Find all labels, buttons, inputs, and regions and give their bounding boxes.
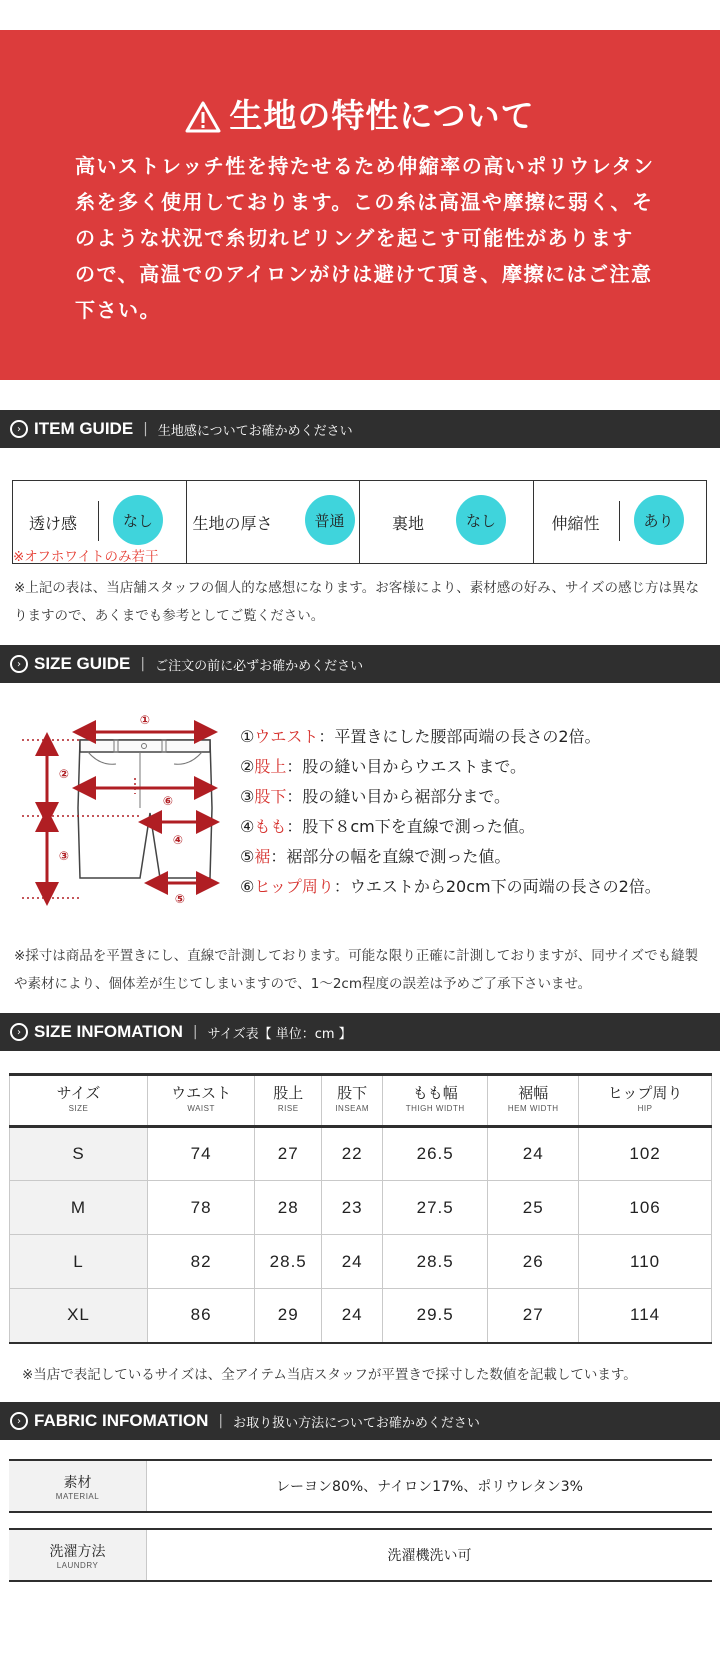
fabric-row-material: 素材 MATERIAL レーヨン80%、ナイロン17%、ポリウレタン3% <box>9 1459 712 1513</box>
item-guide-cell-thickness: 生地の厚さ 普通 <box>187 481 361 563</box>
chevron-right-icon: › <box>10 420 28 438</box>
item-guide-table <box>12 480 707 564</box>
item-guide-note: ※上記の表は、当店舗スタッフの個人的な感想になります。お客様により、素材感の好み、サイズの感じ方は異なりますので、あくまでも参考としてご覧ください。 <box>14 580 699 624</box>
diagram-label-5: ⑤ <box>174 892 186 906</box>
column-header-inseam: 股下 INSEAM <box>322 1075 383 1127</box>
size-guide-item: ④もも：股下８cm下を直線で測った値。 <box>240 817 535 836</box>
size-info-note: ※当店で表記しているサイズは、全アイテム当店スタッフが平置きで採寸した数値を記載しています。 <box>22 1367 637 1383</box>
warning-body: 高いストレッチ性を持たせるため伸縮率の高いポリウレタン糸を多く使用しております。この糸は高温や摩擦に弱く、そのような状況で糸切れピリングを起こす可能性がありますので、高温でのアイロンがけは避けて頂き、摩擦にはご注意下さい。 <box>75 154 655 322</box>
table-row: L 82 28.5 24 28.5 26 110 <box>10 1235 712 1289</box>
size-guide-item: ⑤裾：裾部分の幅を直線で測った値。 <box>240 847 511 866</box>
fabric-warning-banner <box>0 30 720 380</box>
status-badge: なし <box>456 495 506 545</box>
column-header-hip: ヒップ周り HIP <box>579 1075 712 1127</box>
item-guide-cell-transparency: 透け感 なし ※オフホワイトのみ若干 <box>13 481 187 563</box>
column-header-rise: 股上 RISE <box>255 1075 322 1127</box>
shorts-measurement-diagram <box>20 708 230 928</box>
warning-icon <box>185 101 221 133</box>
item-guide-cell-lining: 裏地 なし <box>360 481 534 563</box>
column-header-hem: 裾幅 HEM WIDTH <box>488 1075 579 1127</box>
item-guide-note-red: ※オフホワイトのみ若干 <box>13 549 159 565</box>
status-badge: あり <box>634 495 684 545</box>
status-badge: なし <box>113 495 163 545</box>
diagram-label-2: ② <box>58 767 70 781</box>
table-row: XL 86 29 24 29.5 27 114 <box>10 1289 712 1343</box>
column-header-waist: ウエスト WAIST <box>148 1075 255 1127</box>
column-header-thigh: もも幅 THIGH WIDTH <box>383 1075 488 1127</box>
diagram-label-4: ④ <box>172 833 184 847</box>
chevron-right-icon: › <box>10 1023 28 1041</box>
size-guide-list <box>240 722 661 902</box>
size-info-header: › SIZE INFOMATION | サイズ表【 単位：cm 】 <box>0 1013 720 1051</box>
table-row: S 74 27 22 26.5 24 102 <box>10 1127 712 1181</box>
diagram-label-3: ③ <box>58 849 70 863</box>
fabric-info-header: › FABRIC INFOMATION | お取り扱い方法についてお確かめください <box>0 1402 720 1440</box>
chevron-right-icon: › <box>10 655 28 673</box>
size-guide-item: ⑥ヒップ周り：ウエストから20cm下の両端の長さの2倍。 <box>240 877 661 896</box>
fabric-row-laundry: 洗濯方法 LAUNDRY 洗濯機洗い可 <box>9 1528 712 1582</box>
chevron-right-icon: › <box>10 1412 28 1430</box>
column-header-size: サイズ SIZE <box>10 1075 148 1127</box>
item-guide-header: › ITEM GUIDE | 生地感についてお確かめください <box>0 410 720 448</box>
size-guide-note: ※採寸は商品を平置きにし、直線で計測しております。可能な限り正確に計測しておりますが、同サイズでも縫製や素材により、個体差が生じてしまいますので、1〜2cm程度の誤差は予めご了承下さいませ。 <box>14 948 699 992</box>
diagram-label-1: ① <box>139 713 151 727</box>
diagram-label-6: ⑥ <box>162 794 174 808</box>
size-guide-header: › SIZE GUIDE | ご注文の前に必ずお確かめください <box>0 645 720 683</box>
size-table <box>9 1073 712 1344</box>
table-row: M 78 28 23 27.5 25 106 <box>10 1181 712 1235</box>
size-guide-item: ③股下：股の縫い目から裾部分まで。 <box>240 787 511 806</box>
warning-title: 生地の特性について <box>0 90 720 137</box>
item-guide-cell-stretch: 伸縮性 あり <box>534 481 707 563</box>
status-badge: 普通 <box>305 495 355 545</box>
size-guide-item: ②股上：股の縫い目からウエストまで。 <box>240 757 527 776</box>
size-guide-item: ①ウエスト：平置きにした腰部両端の長さの2倍。 <box>240 727 601 746</box>
